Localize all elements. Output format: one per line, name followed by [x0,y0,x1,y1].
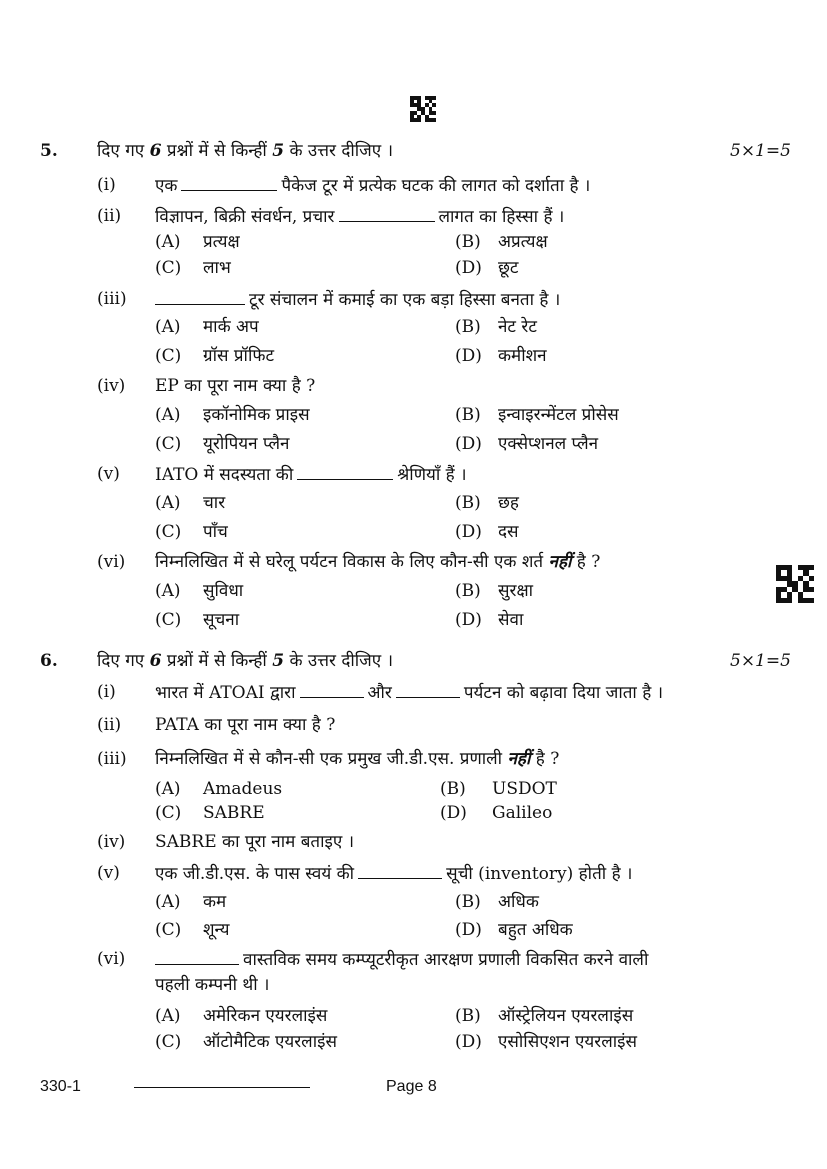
option-label: (B) [455,317,481,337]
option-text: मार्क अप [203,317,259,337]
option-label: (A) [155,405,181,425]
option-label: (B) [455,493,481,513]
page-number: Page 8 [386,1078,437,1095]
option-label: (A) [155,1006,181,1026]
option-label: (C) [155,434,182,454]
sub-question-text: वास्तविक समय कम्प्यूटरीकृत आरक्षण प्रणाली विकसित करने वाली [155,948,648,971]
sub-question-number: (v) [97,464,120,484]
sub-question-number: (vi) [97,552,126,572]
option-label: (C) [155,803,182,823]
sub-question-text: टूर संचालन में कमाई का एक बड़ा हिस्सा बनता है । [155,288,560,311]
sub-question-text: एक पैकेज टूर में प्रत्येक घटक की लागत को दर्शाता है । [155,176,591,196]
paper-code: 330-1 [40,1078,81,1095]
option-label: (D) [455,258,482,278]
sub-question-number: (iii) [97,289,127,309]
option-text: नेट रेट [498,317,537,337]
option-text: कमीशन [498,346,547,366]
option-text: चार [203,493,226,513]
qr-code-icon [410,96,436,122]
option-text: पाँच [203,522,228,542]
option-label: (C) [155,920,182,940]
option-label: (C) [155,346,182,366]
answer-blank [297,463,393,480]
option-label: (B) [455,232,481,252]
option-text: ऑस्ट्रेलियन एयरलाइंस [498,1006,634,1026]
answer-blank [396,681,460,698]
option-label: (B) [455,405,481,425]
option-text: प्रत्यक्ष [203,232,240,252]
footer-divider [134,1087,310,1088]
option-text: अमेरिकन एयरलाइंस [203,1006,328,1026]
option-text: सुविधा [203,581,244,601]
qr-code-icon [776,565,814,603]
sub-question-number: (vi) [97,949,126,969]
option-label: (B) [455,1006,481,1026]
option-text: सुरक्षा [498,581,534,601]
option-label: (B) [440,779,466,799]
option-label: (A) [155,581,181,601]
option-text: ऑटोमैटिक एयरलाइंस [203,1032,337,1052]
option-label: (D) [455,522,482,542]
option-text: इकॉनोमिक प्राइस [203,405,310,425]
option-text: SABRE [203,803,265,823]
question-number: 6. [40,651,58,671]
option-label: (D) [455,920,482,940]
option-label: (C) [155,258,182,278]
option-text: एक्सेप्शनल प्लैन [498,434,599,454]
option-label: (B) [455,581,481,601]
sub-question-number: (iv) [97,832,126,852]
option-text: कम [203,892,227,912]
sub-question-text: EP का पूरा नाम क्या है ? [155,376,316,396]
option-text: Galileo [492,803,553,823]
sub-question-text: IATO में सदस्यता की श्रेणियाँ हैं । [155,465,467,485]
option-text: छह [498,493,519,513]
option-label: (C) [155,1032,182,1052]
question-instruction: दिए गए 6 प्रश्नों में से किन्हीं 5 के उत्तर दीजिए । [97,141,394,161]
sub-question-number: (i) [97,175,116,195]
option-text: Amadeus [203,779,283,799]
option-label: (D) [440,803,467,823]
sub-question-text: PATA का पूरा नाम क्या है ? [155,715,336,735]
sub-question-number: (ii) [97,206,122,226]
option-label: (A) [155,493,181,513]
option-label: (D) [455,346,482,366]
option-label: (A) [155,892,181,912]
option-text: अधिक [498,892,539,912]
marks-allocation: 5×1=5 [730,141,791,161]
sub-question-text: निम्नलिखित में से कौन-सी एक प्रमुख जी.डी.एस. प्रणाली नहीं है ? [155,749,560,769]
sub-question-number: (ii) [97,715,122,735]
option-label: (A) [155,232,181,252]
option-label: (D) [455,610,482,630]
option-text: शून्य [203,920,230,940]
sub-question-text: भारत में ATOAI द्वारा और पर्यटन को बढ़ावा दिया जाता है । [155,683,664,703]
marks-allocation: 5×1=5 [730,651,791,671]
answer-blank [155,288,245,305]
option-label: (D) [455,1032,482,1052]
answer-blank [339,205,435,222]
answer-blank [300,681,364,698]
answer-blank [181,174,277,191]
answer-blank [358,862,442,879]
option-label: (B) [455,892,481,912]
sub-question-text-continued: पहली कम्पनी थी । [155,975,270,995]
option-label: (C) [155,610,182,630]
option-label: (C) [155,522,182,542]
sub-question-number: (iii) [97,749,127,769]
option-text: दस [498,522,519,542]
option-text: अप्रत्यक्ष [498,232,548,252]
sub-question-text: निम्नलिखित में से घरेलू पर्यटन विकास के लिए कौन-सी एक शर्त नहीं है ? [155,552,601,572]
option-label: (A) [155,317,181,337]
option-text: सेवा [498,610,524,630]
option-text: ग्रॉस प्रॉफिट [203,346,275,366]
option-text: एसोसिएशन एयरलाइंस [498,1032,637,1052]
sub-question-text: एक जी.डी.एस. के पास स्वयं की सूची (inventory) होती है । [155,864,633,884]
sub-question-number: (v) [97,863,120,883]
sub-question-number: (i) [97,682,116,702]
option-text: यूरोपियन प्लैन [203,434,290,454]
sub-question-text: SABRE का पूरा नाम बताइए । [155,832,355,852]
answer-blank [155,948,239,965]
option-text: छूट [498,258,519,278]
option-text: सूचना [203,610,240,630]
question-number: 5. [40,141,58,161]
option-text: बहुत अधिक [498,920,573,940]
sub-question-text: विज्ञापन, बिक्री संवर्धन, प्रचार लागत का हिस्सा हैं । [155,207,565,227]
option-text: USDOT [492,779,557,799]
option-label: (D) [455,434,482,454]
option-text: लाभ [203,258,231,278]
question-instruction: दिए गए 6 प्रश्नों में से किन्हीं 5 के उत्तर दीजिए । [97,651,394,671]
sub-question-number: (iv) [97,376,126,396]
option-text: इन्वाइरन्मेंटल प्रोसेस [498,405,619,425]
option-label: (A) [155,779,181,799]
